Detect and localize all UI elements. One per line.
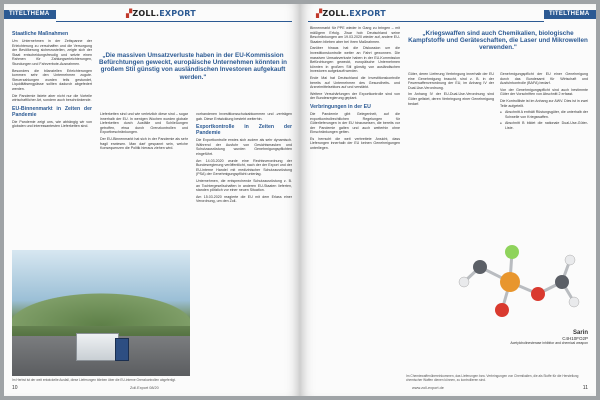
paragraph: Am 14.03.2020 wurde eine Rechtsverordnung der Bundesregierung veröffentlicht, nach der der Export und der EU-interne Handel mit medizinischer Schutzausrüstung (PSA) der Genehmigungspflicht unterlag.	[196, 158, 292, 177]
photo-caption: Im Herbst ist der weit entwickelte Ausfall, diese Lieferungen blieben über die EU-interne Grenzkontrollen abgefertigt.	[12, 378, 176, 382]
carbon-atom	[555, 275, 569, 289]
section-tag-left: TITELTHEMA	[4, 10, 56, 19]
page-number: 10	[12, 385, 18, 391]
left-page	[4, 4, 300, 396]
hydrogen-atom	[459, 277, 469, 287]
oxygen-atom	[495, 303, 509, 317]
pull-quote: „Kriegswaffen sind auch Chemikalien, biologische Kampfstoffe und Geräteschaften, die Laser und Mikrowellen verwenden."	[408, 30, 588, 52]
phosphorus-atom	[500, 272, 520, 292]
list-item: ● Abschnitt A enthält Rüstungsgüter, die unterhalb der Schwelle von Kriegswaffen.	[500, 110, 588, 119]
logo-accent-text: EXPORT	[159, 9, 196, 18]
logo-text: ZOLL.	[322, 9, 350, 18]
hills-graphic	[12, 288, 190, 326]
text-column-3	[196, 112, 292, 374]
molecule-caption: Im Chemiewaffenübereinkommen, das Lieferungen bzw. Verbringungen von Chemikalien, die als Stoffe für die Herstellung chemischer Waffen dienen können, zu kontrollieren sind.	[406, 374, 579, 382]
paragraph: Die Kontrollliste ist im Anhang zur AWV. Dies ist in zwei Teile aufgeteilt.	[500, 98, 588, 108]
section-tag-right: TITELTHEMA	[544, 10, 596, 19]
text-column-2	[100, 112, 188, 244]
section-heading: Staatliche Maßnahmen	[12, 31, 69, 37]
molecule-description: Acetylcholinesterase inhibitor and chemical weapon	[510, 341, 588, 345]
header-rule	[56, 21, 292, 22]
paragraph: Die Pandemie zeigt uns, wie abhängig wir von globalen und interessantesten Lieferketten sind.	[12, 119, 92, 129]
paragraph: Güter, deren Lieferung Verbringung innerhalb der EU eine Genehmigung braucht, sind z. B. in der Feuerwaffenverordnung der EU, im Anhang IV der Dual-Use-Verordnung.	[408, 72, 494, 90]
molecule-name: Sarin	[572, 330, 588, 336]
magazine-logo-right	[316, 9, 386, 18]
right-page	[300, 4, 596, 396]
molecule-formula: C4H10FO2P	[562, 336, 588, 341]
molecule-label	[500, 330, 588, 345]
hydrogen-atom	[569, 297, 579, 307]
paragraph: Von der Genehmigungspflicht sind auch bestimmte Güter der Vorschriften von Abschnitt 2 erfasst.	[500, 87, 588, 97]
paragraph: Ende Mai hat Deutschland die Investitionskontrolle bereits auf Unternehmen des Gesundheits- und Arzneimittelsektors auf und verstärkt.	[310, 75, 400, 90]
carbon-atom	[473, 260, 487, 274]
paragraph: Darüber hinaus hat die Diskussion um die Investitionskontrolle weiter an Fahrt gewonnen. Die massiven Umsatzverluste haben in der EU-Kommission Befürchtungen geweckt, europäische Unternehmen könnten in großem Stil günstig von ausländischen Investoren aufgekauft werden.	[310, 46, 400, 74]
page-footer: Zoll.Export 08/20	[130, 386, 159, 390]
paragraph: Die Pandemie gibt Gelegenheit, auf die exportkontrollrechtlichen Regelungen für Güterlieferungen in der EU hinzuweisen, die bereits vor der Pandemie galten und auch weiterhin ohne Einschränkungen gelten.	[310, 111, 400, 135]
paragraph: Um Unternehmen in der Zeitspanne der Erleichterung zu verschaffen und die Versorgung der Bevölkerung sicherzustellen, zeigte sich der Staat entscheidungsfreudig und setzte einen Rahmen für Zahlungserleichterungen, Stundungen und Fahrverbote-Ausnahmen.	[12, 39, 92, 66]
page-number: 11	[582, 385, 588, 391]
pull-quote: „Die massiven Umsatzverluste haben in der EU-Kommission Befürchtungen geweckt, europäische Unternehmen könnten in großem Stil günstig von ausländischen Investoren aufgekauft werden."	[99, 52, 287, 81]
fluorine-atom	[505, 245, 519, 259]
section-heading: EU-Binnenmarkt in Zeiten der Pandemie	[12, 105, 92, 118]
paragraph: Der EU-Binnenmarkt hat sich in der Pandemie als sehr fragil erwiesen. Man darf gespannt sein, welche Konsequenzen die Politik hieraus ziehen wird.	[100, 136, 188, 151]
paragraph: Weitere Verschärfungen der Exportkontrolle sind von der Bundesregierung geplant.	[310, 91, 400, 101]
logo-mark-icon: ▞	[126, 9, 133, 18]
text-column-2	[408, 72, 494, 222]
paragraph: Lieferketten sind und wie verletzlich diese sind – sogar innerhalb der EU. In wenigen Wochen wurden globale Lieferketten durch Ausfälle und Schließungen getroffen, etwa durch Grenzkontrollen und Exportbeschränkungen.	[100, 112, 188, 135]
logo-mark-icon: ▞	[316, 9, 323, 18]
logo-text: ZOLL.	[132, 9, 160, 18]
paragraph: Besonders die bilanziellen Erleichterungen kommen sehr den Unternehmen zugute. Steuerzahlungen wurden teils gestundet, Liquiditätsengpässe sollten dadurch abgefedert werden.	[12, 68, 92, 91]
paragraph: Unternehmen, die entsprechende Schutzausrüstung z. B. an Tochtergesellschaften in anderen EU-Staaten lieferten, standen plötzlich vor einer neuen Situation.	[196, 178, 292, 193]
truck-trailer-graphic	[76, 333, 119, 361]
magazine-logo-left	[126, 9, 196, 18]
logo-accent-text: EXPORT	[349, 9, 386, 18]
section-heading: Verbringungen in der EU	[310, 103, 371, 110]
page-footer: www.zoll-export.de	[412, 386, 444, 390]
truck-cab-graphic	[115, 338, 129, 361]
text-column-3	[500, 72, 588, 222]
truck-photo	[12, 250, 190, 376]
text-column-1	[310, 26, 400, 378]
oxygen-atom	[531, 287, 545, 301]
text-column-1	[12, 28, 92, 268]
sarin-molecule-illustration	[450, 232, 580, 332]
header-rule	[308, 21, 544, 22]
paragraph: vorhandenen Investitionsschutzabkommen und -verträgen gab. Diese Entwicklung besteht weiterhin.	[196, 112, 292, 121]
list-item: ● Abschnitt B bildet die nationale Dual-Use-Güter-Liste.	[500, 121, 588, 130]
paragraph: Im Anhang IV der EU-Dual-Use-Verordnung sind Güter gelistet, deren Verbringung einer Genehmigung bedarf.	[408, 92, 494, 106]
paragraph: Die Exportkontrolle erwies sich zudem als sehr dynamisch. Während der Ausfuhr von Gesichtsmasken und Schutzausrüstung wurden Genehmigungspflichten eingeführt.	[196, 138, 292, 156]
paragraph: Genehmigungspflicht der EU einer Genehmigung durch das Bundesamt für Wirtschaft und Ausfuhrkontrolle (BAFA) bedarf.	[500, 72, 588, 86]
paragraph: Binnenmarkt für PPE wieder in Gang zu bringen – mit mäßigem Erfolg. Zwar hob Deutschland seine Beschränkungen am 19.03.2020 wieder auf, andere EU-Staaten blieben aber bei ihren Maßnahmen.	[310, 26, 400, 44]
paragraph: Es herrscht die weit verbreitete Ansicht, dass Lieferungen innerhalb der EU keinen Genehmigungen unterliegen.	[310, 136, 400, 151]
paragraph: Am 15.03.2020 reagierte die EU mit dem Erlass einer Verordnung, um den Zoll-	[196, 194, 292, 204]
paragraph: Die Pandemie listete aber nicht nur die Vorteile wirtschaftlicher Art, sondern auch beschränkende.	[12, 93, 92, 103]
hydrogen-atom	[565, 255, 575, 265]
section-heading: Exportkontrolle in Zeiten der Pandemie	[196, 124, 292, 137]
